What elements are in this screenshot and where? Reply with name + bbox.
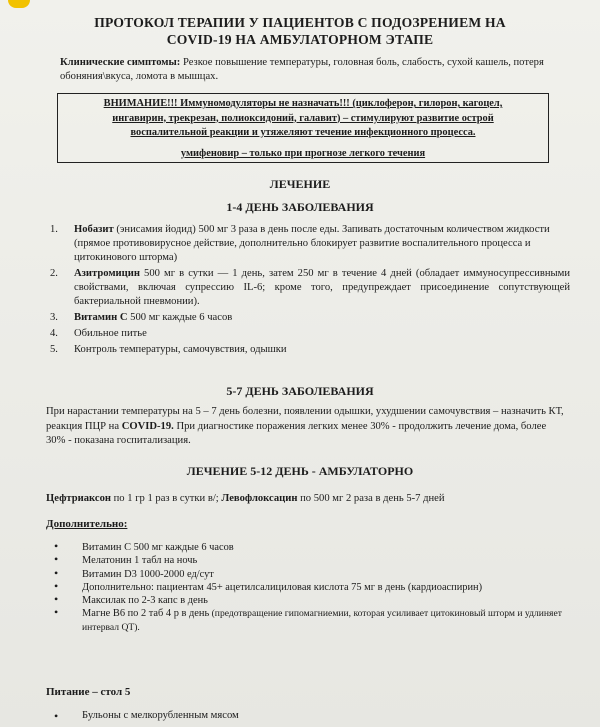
drug-name: Нобазит	[74, 224, 114, 235]
list-item: 3. Витамин С 500 мг каждые 6 часов	[50, 312, 233, 323]
drug-name: Цефтриаксон	[46, 493, 111, 504]
list-item: 5. Контроль температуры, самочувствия, одышки	[50, 344, 287, 355]
bullet-icon: •	[54, 552, 59, 567]
treatment-list	[40, 223, 570, 359]
list-item: 1. Нобазит (энисамия йодид) 500 мг 3 раза в день после еды. Запивать достаточным количеством жидкости (прямое противовирусное действие, дополнительно блокирует развитие воспалительного процесса и цитокинового шторма)	[50, 224, 550, 263]
bullet-icon: •	[54, 592, 59, 607]
nutrition-heading: Питание – стол 5	[46, 686, 131, 698]
drug-name: Азитромицин	[74, 268, 140, 279]
bullet-icon: •	[54, 539, 59, 553]
symptoms-label: Клинические симптомы:	[60, 57, 181, 68]
drug-name: Левофлоксацин	[221, 493, 298, 504]
drug-name: Витамин С	[74, 312, 128, 323]
list-item: 4. Обильное питье	[50, 328, 147, 339]
warning-line-3: воспалительной реакции и утяжеляют течение инфекционного процесса.	[130, 127, 476, 138]
list-item: 2. Азитромицин 500 мг в сутки — 1 день, затем 250 мг в течение 4 дней (обладает иммуносупрессивными свойствами, включая супрессию IL-6; кроме того, предупреждает присоединение сопутствующей бактериальной пневмонии).	[50, 268, 570, 307]
document-title	[40, 14, 560, 48]
list-item: • Бульоны с мелкорубленным мясом	[54, 709, 239, 723]
bullet-icon: •	[54, 565, 59, 580]
title-line-1: ПРОТОКОЛ ТЕРАПИИ У ПАЦИЕНТОВ С ПОДОЗРЕНИЕМ НА	[94, 15, 506, 30]
warning-note: умифеновир – только при прогнозе легкого течения	[180, 147, 426, 159]
bullet-icon: •	[54, 605, 59, 620]
nutrition-list	[46, 710, 566, 721]
list-item: • Максилак по 2-3 капс в день	[54, 592, 208, 607]
symptoms-text: Резкое повышение температуры, головная боль, слабость, сухой кашель, потеря обоняния\вкуса, ломота в мышцах.	[60, 57, 544, 82]
list-item: • Витамин D3 1000-2000 ед/сут	[54, 565, 214, 580]
additional-heading: Дополнительно:	[46, 518, 128, 530]
days-5-7-paragraph: При нарастании температуры на 5 – 7 день болезни, появлении одышки, ухудшении самочувствия – назначить КТ, реакция ПЦР на COVID-19. При диагностике поражения легких менее 30% - продолжить лечение дома, более 30% - показана госпитализация.	[46, 406, 564, 446]
treatment-heading: ЛЕЧЕНИЕ	[269, 177, 331, 191]
bullet-icon: •	[54, 709, 59, 723]
antibiotics-line: Цефтриаксон по 1 гр 1 раз в сутки в/; Левофлоксацин по 500 мг 2 раза в день 5-7 дней	[46, 493, 445, 504]
additional-list	[46, 541, 566, 634]
yellow-corner-mark	[8, 0, 30, 8]
days-1-4-heading: 1-4 ДЕНЬ ЗАБОЛЕВАНИЯ	[226, 200, 374, 214]
warning-box	[57, 93, 549, 163]
list-item: • Дополнительно: пациентам 45+ ацетилсалициловая кислота 75 мг в день (кардиоаспирин)	[54, 578, 483, 593]
warning-line-2: ингавирин, трекрезан, полиоксидоний, галавит) – стимулируют развитие острой	[112, 112, 494, 124]
days-5-7-heading: 5-7 ДЕНЬ ЗАБОЛЕВАНИЯ	[226, 384, 374, 398]
list-item: • Магне В6 по 2 таб 4 р в день (предотвращение гипомагниемии, которая усиливает цитокиновый шторм и удлиняет интервал QT).	[54, 605, 562, 633]
title-line-2: COVID-19 НА АМБУЛАТОРНОМ ЭТАПЕ	[166, 32, 434, 47]
days-5-12-heading: ЛЕЧЕНИЕ 5-12 ДЕНЬ - АМБУЛАТОРНО	[186, 464, 414, 478]
list-item: • Витамин С 500 мг каждые 6 часов	[54, 539, 234, 553]
clinical-symptoms	[60, 56, 560, 84]
bullet-icon: •	[54, 578, 59, 593]
warning-line-1: ВНИМАНИЕ!!! Иммуномодуляторы не назначать!!! (циклоферон, гилорон, кагоцел,	[103, 98, 503, 109]
list-item: • Мелатонин 1 табл на ночь	[54, 552, 198, 567]
